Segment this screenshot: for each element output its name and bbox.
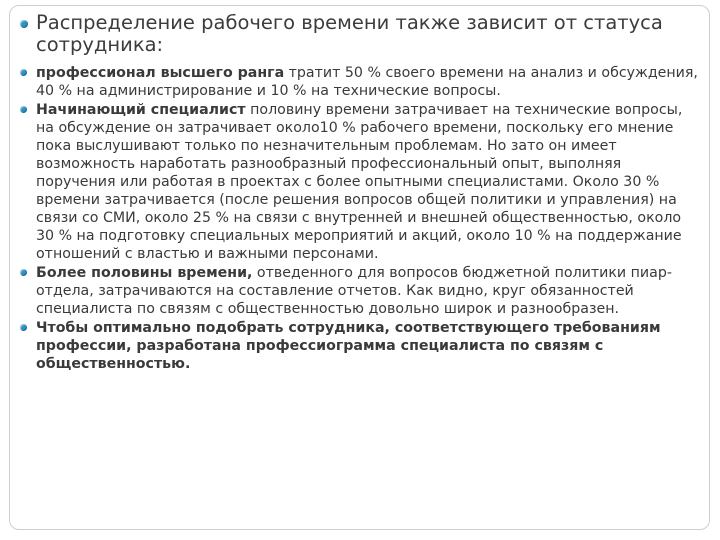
slide-content xyxy=(18,12,698,374)
slide-heading xyxy=(18,12,698,56)
item-lead: Начинающий специалист xyxy=(36,102,246,118)
item-text: половину времени затрачивает на технические вопросы, на обсуждение он затрачивает около10 % рабочего времени, поскольку его мнение пока выслушивают только по незначительным проблемам. Но зато он имеет возможность наработать разнообразный профессиональный опыт, выполняя поручения или работая в проектах с более опытными специалистами. Около 30 % времени затрачивается (после решения вопросов общей политики и управления) на связи со СМИ, около 25 % на связи с внутренней и внешней общественностью, около 30 % на подготовку специальных мероприятий и акций, около 10 % на поддержание отношений с властью и важными персонами. xyxy=(36,102,683,262)
list-item xyxy=(18,101,698,263)
item-text: отведенного для вопросов бюджетной политики пиар-отдела, затрачиваются на составление отчетов. Как видно, круг обязанностей специалиста по связям с общественностью довольно широк и разнообразен. xyxy=(36,265,672,317)
bullet-icon xyxy=(20,324,27,331)
bullet-icon xyxy=(20,20,28,28)
bullet-icon xyxy=(20,106,27,113)
item-lead: Более половины времени, xyxy=(36,265,253,281)
item-lead: Чтобы оптимально подобрать сотрудника, соответствующего требованиям профессии, разработана профессиограмма специалиста по связям с общественностью. xyxy=(36,320,661,372)
item-text: тратит 50 % своего времени на анализ и обсуждения, 40 % на администрирование и 10 % на технические вопросы. xyxy=(36,65,698,99)
heading-text: Распределение рабочего времени также зависит от статуса сотрудника: xyxy=(36,11,663,56)
item-lead: профессионал высшего ранга xyxy=(36,65,285,81)
list-item xyxy=(18,319,698,373)
list-item xyxy=(18,64,698,100)
bullet-icon xyxy=(20,269,27,276)
list-item xyxy=(18,264,698,318)
bullet-icon xyxy=(20,69,27,76)
